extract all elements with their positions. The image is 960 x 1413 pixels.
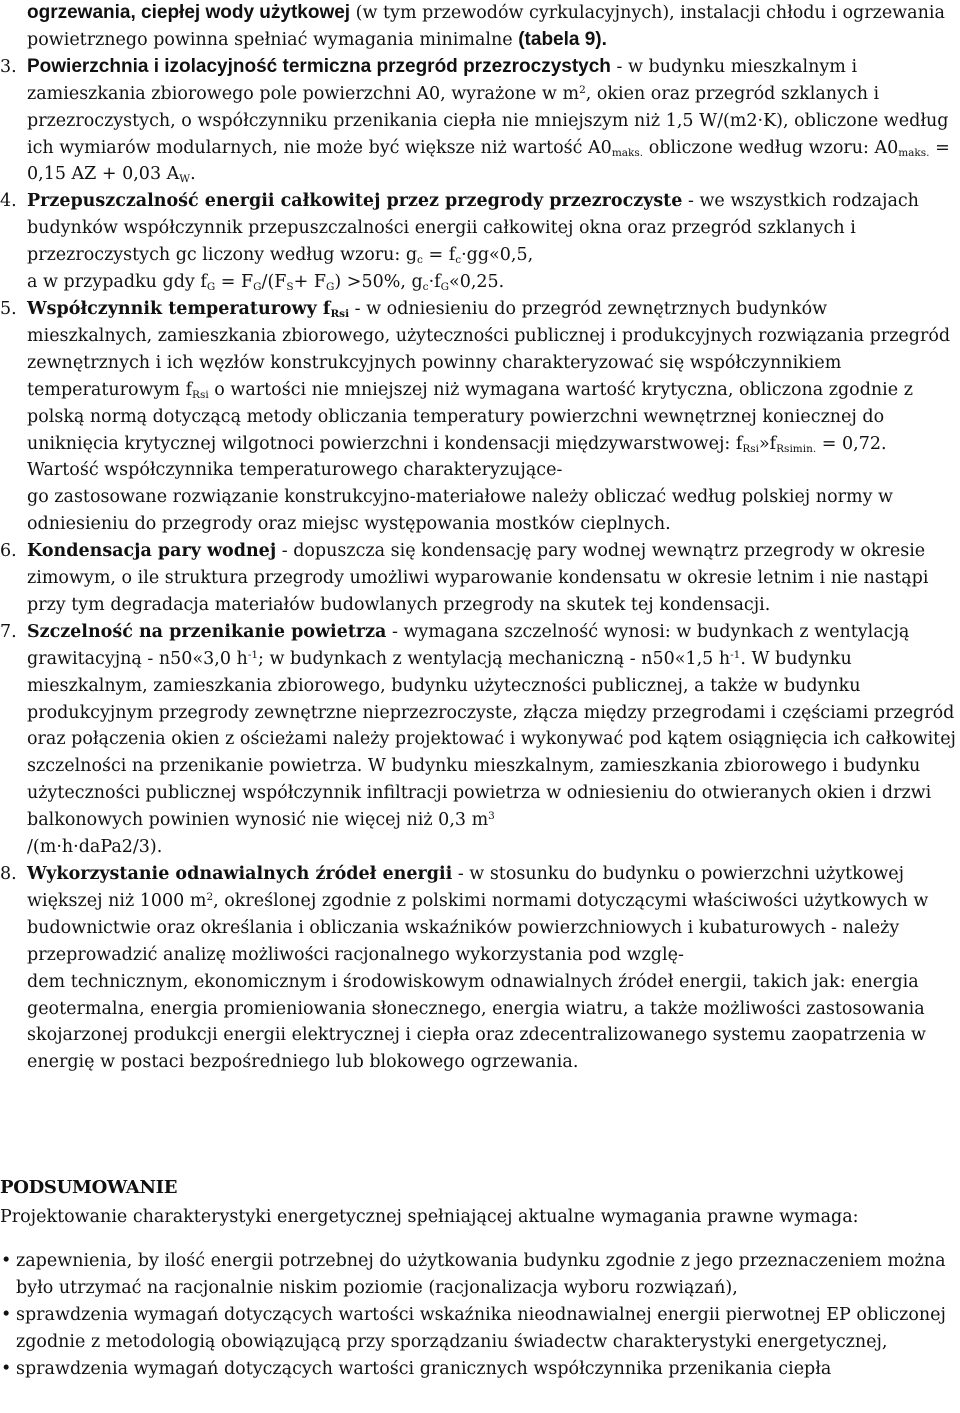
- text: »f: [758, 433, 777, 454]
- heading-hot-water: ogrzewania, ciepłej wody użytkowej: [27, 2, 351, 23]
- continued-paragraph: [0, 0, 960, 54]
- table-reference: (tabela 9).: [518, 28, 607, 50]
- text: dem technicznym, ekonomicznym i środowiskowym odnawialnych źródeł energii, takich jak: energia geotermalna, energia promieniowania słonecznego, energia wiatru, a także możliwości zastosowania skojarzonej produkcji energii elektrycznej i ciepła oraz zdecentralizowanego systemu zaopatrzenia w energię w postaci bezpośredniego lub blokowego ogrzewania.: [27, 971, 926, 1073]
- text: . W budynku mieszkalnym, zamieszkania zbiorowego, budynku użyteczności publicznej, a także w budynku produkcyjnym przegrody zewnętrzne nieprzezroczyste, złącza między przegrodami i częściami przegród oraz połączenia okien z ościeżami należy projektować i wykonywać pod kątem osiągnięcia ich całkowitej szczelności na przenikanie powietrza. W budynku mieszkalnym, zamieszkania zbiorowego i budynku użyteczności publicznej współczynnik infiltracji powietrza w odniesieniu do otwieranych okien i drzwi balkonowych powinien wynosić nie więcej niż 0,3 m: [27, 648, 956, 831]
- subscript: c: [422, 281, 429, 294]
- bullet-text: sprawdzenia wymagań dotyczących wartości wskaźnika nieodnawialnej energii pierwotnej EP obliczonej zgodnie z metodologią obowiązującą przy sporządzaniu świadectw charakterystyki energetycznej,: [16, 1304, 946, 1352]
- summary-intro: Projektowanie charakterystyki energetycznej spełniającej aktualne wymagania prawne wymaga:: [0, 1207, 859, 1227]
- subscript: c: [417, 254, 423, 267]
- list-item-4: [0, 188, 960, 296]
- text: ·f: [428, 272, 441, 293]
- text: - w odniesieniu do przegród zewnętrznych budynków mieszkalnych, zamieszkania zbiorowego, użyteczności publicznej i produkcyjnych rozwiązania przegród zewnętrznych i ich węzłów konstrukcyjnych powinny charakteryzować się współczynnikiem temperaturowym f: [27, 298, 951, 400]
- item-title: Szczelność na przenikanie powietrza: [27, 621, 387, 642]
- text: ; w budynkach z wentylacją mechaniczną - n50«1,5 h: [258, 648, 731, 669]
- text: (w tym przewodów cyrkulacyjnych), instalacji chłodu i ogrzewania powietrznego powinna spełniać wymagania minimalne: [27, 3, 945, 50]
- text: , okien oraz przegród szklanych i przezroczystych, o współczynniku przenikania ciepła nie mniejszym niż 1,5 W/(m2·K), obliczone według ich wymiarów modularnych, nie może być większe niż wartość A0: [27, 83, 949, 158]
- subscript: G: [253, 281, 262, 294]
- bullet-icon: •: [1, 1358, 12, 1379]
- subscript: S: [286, 281, 294, 294]
- text: - dopuszcza się kondensację pary wodnej wewnątrz przegrody w okresie zimowym, o ile struktura przegrody umożliwi wyparowanie kondensatu w okresie letnim i nie nastąpi przy tym degradacja materiałów budowlanych przegrody na skutek tej kondensacji.: [27, 541, 929, 615]
- text: /(m·h·daPa2/3).: [27, 837, 163, 858]
- subscript: Rsi: [192, 388, 209, 401]
- item-number: 6.: [0, 541, 17, 562]
- subscript: Rsimin.: [776, 442, 817, 455]
- text: = f: [422, 245, 456, 266]
- text: o wartości nie mniejszej niż wymagana wartość krytyczna, obliczona zgodnie z polską normą dotyczącą metody obliczania temperatury powierzchni wewnętrznej koniecznej do uniknięcia krytycznej wilgotnoci powierzchni i kondensacji międzywarstwowej: f: [27, 379, 913, 454]
- text: .: [190, 164, 196, 185]
- text: ·gg«0,5,: [461, 245, 534, 266]
- text: obliczone według wzoru: A0: [643, 137, 899, 158]
- text: - w stosunku do budynku o powierzchni użytkowej większej niż 1000 m: [27, 864, 905, 911]
- item-title: Przepuszczalność energii całkowitej przez przegrody przezroczyste: [27, 191, 683, 212]
- item-title: Wykorzystanie odnawialnych źródeł energii: [27, 864, 453, 884]
- text: - wymagana szczelność wynosi: w budynkach z wentylacją grawitacyjną - n50«3,0 h: [27, 621, 910, 669]
- text: go zastosowane rozwiązanie konstrukcyjno-materiałowe należy obliczać według polskiej normy w odniesieniu do przegrody oraz miejsc występowania mostków cieplnych.: [27, 487, 893, 535]
- list-item-3: [0, 54, 960, 189]
- superscript: 3: [488, 810, 495, 823]
- subscript: Rsi: [742, 442, 759, 455]
- item-title: Współczynnik temperaturowy f: [27, 298, 331, 319]
- subscript: maks.: [898, 146, 930, 159]
- item-title: Powierzchnia i izolacyjność termiczna przegród przezroczystych: [27, 55, 611, 77]
- list-item-8: 8. Wykorzystanie odnawialnych źródeł energii - w stosunku do budynku o powierzchni użytkowej większej niż 1000 $m^2$, określonej zgodnie z polskimi normami dotyczącymi właściwości użytkowych w budownictwie oraz określania i obliczania wskaźników powierzchniowych i kubaturowych - należy przeprowadzić analizę możliwości racjonalnego wykorzystania pod wzglę- dem technicznym, ekonomicznym i środowiskowym odnawialnych źródeł energii, takich jak: energia geotermalna, energia promieniowania słonecznego, energia wiatru, a także możliwości zastosowania skojarzonej produkcji energii elektrycznej i ciepła oraz zdecentralizowanego systemu zaopatrzenia w energię w postaci bezpośredniego lub blokowego ogrzewania.: [0, 861, 960, 1076]
- text: = F: [215, 272, 254, 293]
- superscript: -1: [247, 648, 259, 661]
- list-item-5: 5. Współczynnik temperaturowy $f_{Rsi}$ - w odniesieniu do przegród zewnętrznych budynków mieszkalnych, zamieszkania zbiorowego, użyteczności publicznej i produkcyjnych rozwiązania przegród zewnętrznych i ich węzłów konstrukcyjnych powinny charakteryzować się współczynnikiem temperaturowym $f_{Rsi}$ o wartości nie mniejszej niż wymagana wartość krytyczna, obliczona zgodnie z polską normą dotyczącą metody obliczania temperatury powierzchni wewnętrznej koniecznej do uniknięcia krytycznej wilgotnoci powierzchni i kondensacji międzywarstwowej: $f_{Rsi}»f_{Rsimin.} = 0,72$. Wartość współczynnika temperaturowego charakteryzujące- go zastosowane rozwiązanie konstrukcyjno-materiałowe należy obliczać według polskiej normy w odniesieniu do przegrody oraz miejsc występowania mostków cieplnych.: [0, 296, 960, 538]
- superscript: -1: [730, 648, 741, 661]
- subscript: G: [440, 281, 449, 294]
- item-title: Kondensacja pary wodnej: [27, 541, 277, 562]
- text: - w budynku mieszkalnym i zamieszkania zbiorowego pole powierzchni A0, wyrażone w m: [27, 56, 858, 104]
- subscript: G: [206, 281, 216, 294]
- item-number: 8.: [0, 864, 17, 884]
- subscript: G: [326, 281, 335, 294]
- bullet-icon: •: [1, 1251, 12, 1271]
- subscript: W: [179, 173, 191, 186]
- text: , określonej zgodnie z polskimi normami dotyczącymi właściwości użytkowych w budownictwie oraz określania i obliczania wskaźników powierzchniowych i kubaturowych - należy przeprowadzić analizę możliwości racjonalnego wykorzystania pod wzglę: [27, 890, 929, 965]
- text: - we wszystkich rodzajach budynków współczynnik przepuszczalności energii całkowitej okna oraz przegród szklanych i przezroczystych gc liczony według wzoru: g: [27, 191, 919, 266]
- text: + F: [293, 272, 326, 293]
- text: = 0,72. Wartość współczynnika temperaturowego charakteryzujące: [27, 433, 887, 481]
- bullet-icon: •: [1, 1304, 12, 1325]
- subscript: maks.: [611, 146, 644, 159]
- superscript: 2: [206, 890, 214, 903]
- subscript: Rsi: [330, 307, 350, 320]
- summary-bullet-list: [0, 1248, 960, 1383]
- bullet-item: [0, 1248, 960, 1302]
- bullet-item: [0, 1302, 960, 1356]
- text: a w przypadku gdy f: [27, 272, 207, 293]
- text: = 0,15 AZ + 0,03 A: [27, 137, 950, 185]
- text: ) >50%, g: [334, 272, 423, 293]
- list-item-7: [0, 619, 960, 861]
- bullet-text: zapewnienia, by ilość energii potrzebnej do użytkowania budynku zgodnie z jego przeznaczeniem można było utrzymać na racjonalnie niskim poziomie (racjonalizacja wyboru rozwiązań),: [16, 1251, 946, 1298]
- bullet-text: sprawdzenia wymagań dotyczących wartości granicznych współczynnika przenikania ciepła: [16, 1358, 832, 1379]
- text: /(F: [261, 272, 287, 293]
- subscript: c: [455, 254, 462, 267]
- superscript: 2: [579, 83, 586, 96]
- summary-heading: PODSUMOWANIE: [0, 1177, 178, 1198]
- item-number: 5.: [0, 298, 17, 319]
- list-item-6: [0, 538, 960, 619]
- bullet-item: [0, 1356, 960, 1383]
- item-number: 7.: [0, 621, 17, 642]
- item-number: 4.: [0, 191, 17, 212]
- item-number: 3.: [0, 56, 17, 77]
- text: «0,25.: [449, 272, 505, 293]
